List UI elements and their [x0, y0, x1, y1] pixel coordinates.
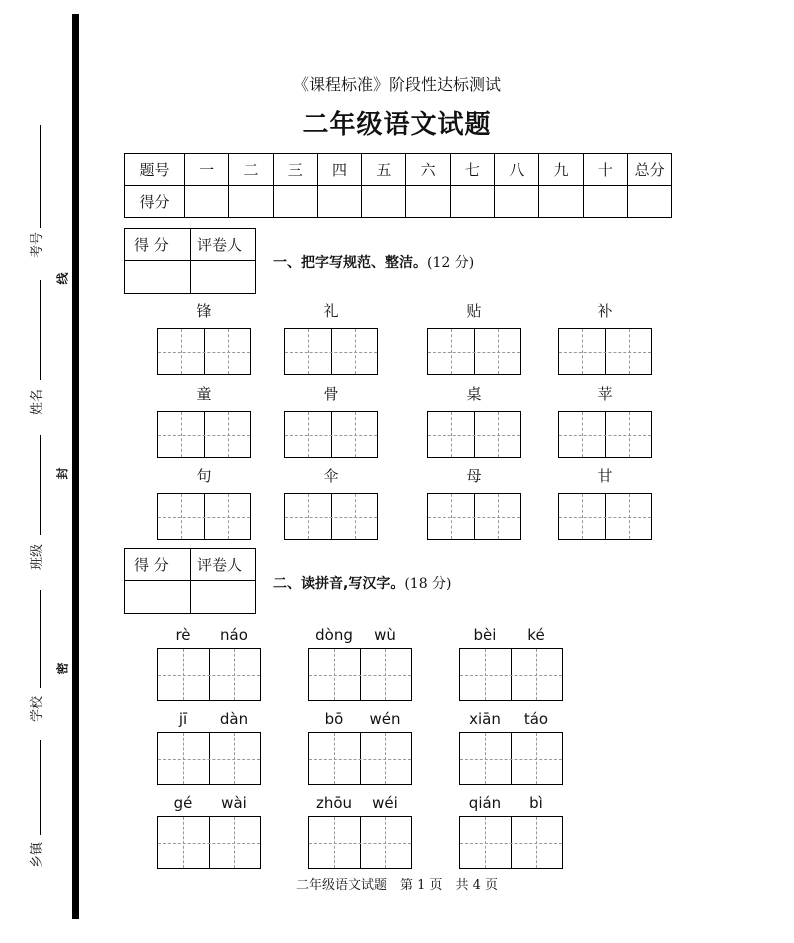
margin-field-3: 学校 — [30, 695, 45, 722]
model-character: 补 — [597, 302, 613, 320]
section2-points: (18 分) — [404, 576, 452, 592]
grader-box-section2 — [124, 548, 256, 614]
writing-grid-pair — [284, 493, 378, 540]
pinyin-syllable: zhōu — [315, 794, 353, 812]
score-table-header-cell: 四 — [317, 154, 361, 186]
margin-field-0: 考号 — [30, 231, 45, 258]
grader-score-label: 得 分 — [134, 556, 169, 574]
section1-points: (12 分) — [427, 255, 475, 271]
exam-subtitle: 《课程标准》阶段性达标测试 — [292, 75, 501, 94]
score-table-empty-cell — [450, 186, 494, 218]
margin-seal-char: 线 — [55, 272, 70, 285]
writing-grid-pair — [427, 493, 521, 540]
margin-underline — [40, 740, 41, 835]
pinyin-syllable: wéi — [372, 794, 398, 812]
score-table-empty-cell — [273, 186, 317, 218]
writing-grid-pair — [308, 648, 412, 701]
model-character: 礼 — [323, 302, 339, 320]
pinyin-syllable: rè — [175, 626, 191, 644]
writing-grid-pair — [459, 648, 563, 701]
score-table-empty-cell — [229, 186, 273, 218]
writing-grid-pair — [459, 816, 563, 869]
writing-grid-pair — [284, 328, 378, 375]
model-character: 苹 — [597, 385, 613, 403]
margin-underline — [40, 435, 41, 535]
score-table-empty-cell — [362, 186, 406, 218]
writing-grid-pair — [459, 732, 563, 785]
grader-box-section1 — [124, 228, 256, 294]
writing-grid-pair — [558, 328, 652, 375]
section1-title — [273, 252, 474, 272]
writing-grid-pair — [157, 411, 251, 458]
writing-grid-pair — [157, 816, 261, 869]
model-character: 锋 — [196, 302, 212, 320]
section2-title-text: 二、读拼音,写汉字。 — [273, 576, 405, 592]
pinyin-syllable: wén — [369, 710, 401, 728]
score-table — [124, 153, 672, 218]
score-table-header-cell: 三 — [273, 154, 317, 186]
score-table-score-row — [125, 186, 672, 218]
section2-title — [273, 573, 452, 593]
score-table-empty-cell — [406, 186, 450, 218]
model-character: 伞 — [323, 467, 339, 485]
score-table-header-cell: 八 — [495, 154, 539, 186]
grader-name-label: 评卷人 — [197, 556, 243, 574]
writing-grid-pair — [308, 816, 412, 869]
score-table-empty-cell — [185, 186, 229, 218]
pinyin-syllable: táo — [523, 710, 549, 728]
model-character: 骨 — [323, 385, 339, 403]
margin-field-2: 班级 — [30, 543, 45, 570]
writing-grid-pair — [558, 493, 652, 540]
model-character: 贴 — [466, 302, 482, 320]
score-table-empty-cell — [317, 186, 361, 218]
score-table-header-cell: 九 — [539, 154, 583, 186]
margin-field-1: 姓名 — [30, 388, 45, 415]
writing-grid-pair — [427, 328, 521, 375]
pinyin-syllable: wù — [374, 626, 396, 644]
pinyin-syllable: dòng — [315, 626, 353, 644]
exam-title: 二年级语文试题 — [302, 110, 492, 140]
model-character: 童 — [196, 385, 212, 403]
score-table-empty-cell — [495, 186, 539, 218]
score-table-empty-cell — [583, 186, 627, 218]
pinyin-syllable: bì — [529, 794, 543, 812]
score-table-header-cell: 十 — [583, 154, 627, 186]
pinyin-syllable: xiān — [469, 710, 501, 728]
margin-seal-char: 密 — [55, 662, 70, 675]
margin-underline — [40, 590, 41, 688]
margin-underline — [40, 280, 41, 380]
pinyin-syllable: bèi — [473, 626, 497, 644]
score-table-header-row — [125, 154, 672, 186]
writing-grid-pair — [157, 732, 261, 785]
score-table-header-cell: 七 — [450, 154, 494, 186]
score-table-header-cell: 五 — [362, 154, 406, 186]
score-table-header-cell: 一 — [185, 154, 229, 186]
grader-score-label: 得 分 — [134, 236, 169, 254]
model-character: 桌 — [466, 385, 482, 403]
score-table-empty-cell — [539, 186, 583, 218]
writing-grid-pair — [284, 411, 378, 458]
grader-name-label: 评卷人 — [197, 236, 243, 254]
model-character: 句 — [196, 467, 212, 485]
pinyin-syllable: qián — [468, 794, 502, 812]
model-character: 母 — [466, 467, 482, 485]
pinyin-syllable: bō — [324, 710, 344, 728]
pinyin-syllable: jī — [178, 710, 188, 728]
margin-field-4: 乡镇 — [30, 841, 45, 868]
writing-grid-pair — [308, 732, 412, 785]
writing-grid-pair — [157, 648, 261, 701]
margin-seal-char: 封 — [55, 467, 70, 480]
score-table-header-cell: 六 — [406, 154, 450, 186]
pinyin-syllable: ké — [527, 626, 545, 644]
model-character: 甘 — [597, 467, 613, 485]
pinyin-syllable: wài — [221, 794, 247, 812]
score-table-header-cell: 总分 — [627, 154, 671, 186]
score-table-empty-cell — [627, 186, 671, 218]
writing-grid-pair — [157, 493, 251, 540]
page-footer: 二年级语文试题 第 1 页 共 4 页 — [295, 878, 499, 893]
writing-grid-pair — [427, 411, 521, 458]
writing-grid-pair — [157, 328, 251, 375]
binding-bar — [72, 14, 79, 919]
pinyin-syllable: náo — [220, 626, 248, 644]
section1-title-text: 一、把字写规范、整洁。 — [273, 255, 427, 271]
score-table-row-label: 得分 — [125, 186, 185, 218]
score-table-header-cell: 二 — [229, 154, 273, 186]
writing-grid-pair — [558, 411, 652, 458]
pinyin-syllable: gé — [173, 794, 193, 812]
score-table-header-cell: 题号 — [125, 154, 185, 186]
pinyin-syllable: dàn — [219, 710, 249, 728]
